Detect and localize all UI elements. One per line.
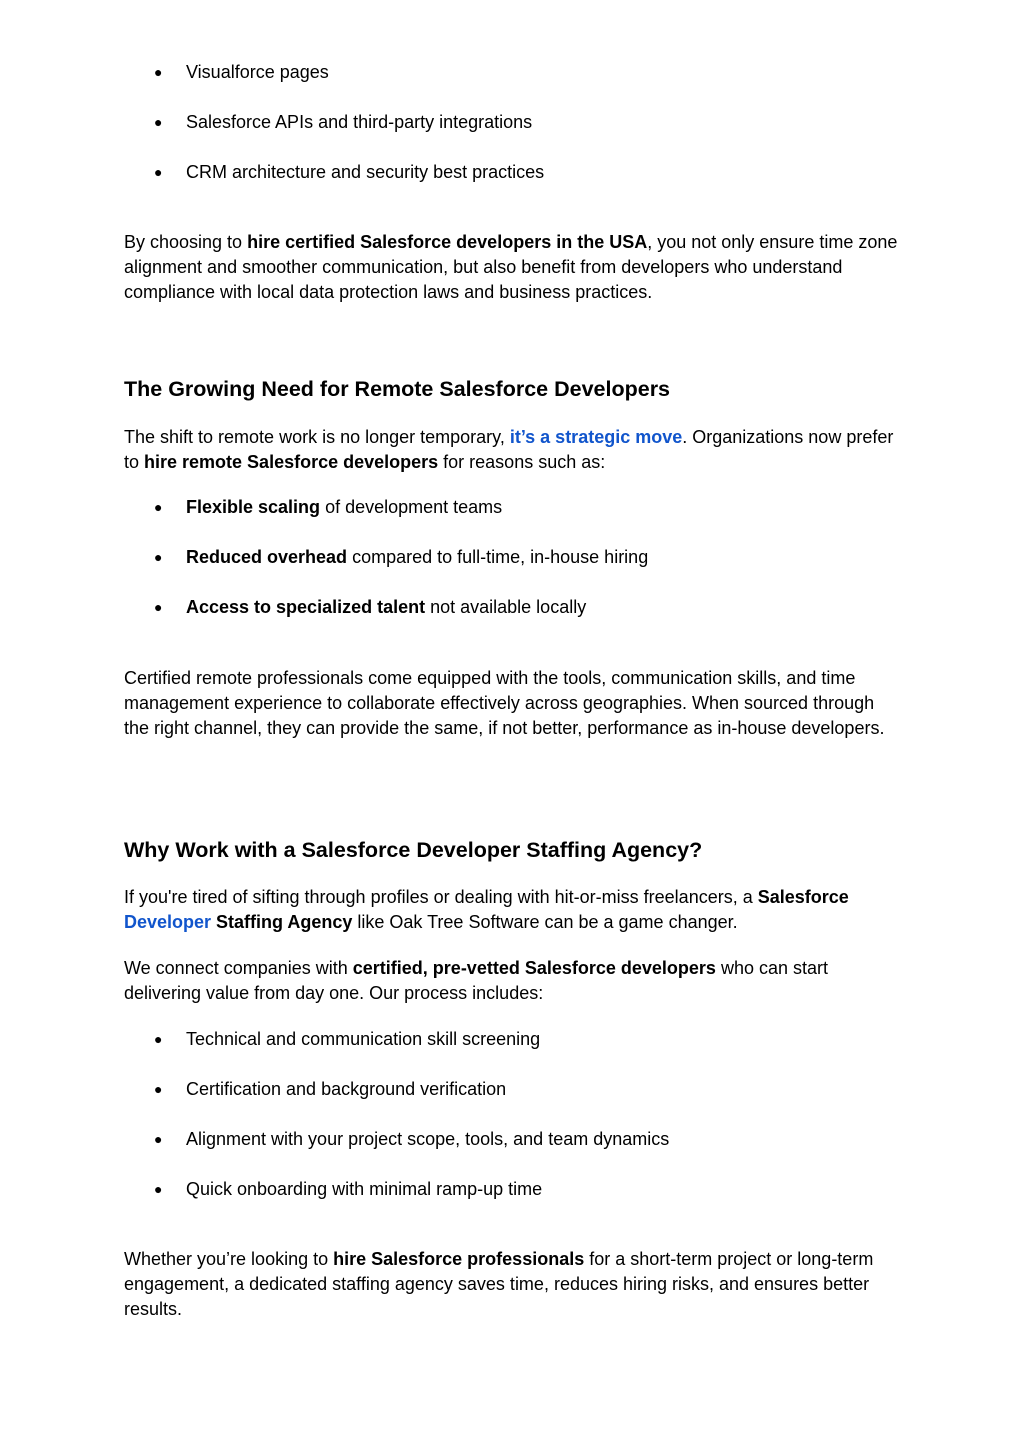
bullet-icon: ● [154,549,163,565]
list-item [154,110,533,135]
bold-text: hire remote Salesforce developers [144,452,439,472]
text-run: who can start delivering value from day one. Our process includes: [124,958,828,1003]
section-heading [124,837,702,863]
list-item [154,595,587,620]
bullet-icon: ● [154,64,163,80]
text-run: . Organizations now prefer to [124,427,894,472]
text-run: Why Work with a Salesforce Developer Staffing Agency? [124,838,703,862]
section-heading [124,376,670,402]
bold-text: hire Salesforce professionals [333,1249,585,1269]
bold-text: Reduced overhead [186,547,348,567]
text-run: Certified remote professionals come equipped with the tools, communication skills, and time management experience to collaborate effectively across geographies. When sourced through the right channel, they can provide the same, if not better, performance as in-house developers. [124,668,885,738]
text-run: Whether you’re looking to [124,1249,334,1269]
paragraph [124,1247,899,1322]
text-run: If you're tired of sifting through profiles or dealing with hit-or-miss freelancers, a [124,887,758,907]
text-run: CRM architecture and security best practices [186,162,545,182]
list-item [154,1077,507,1102]
bullet-icon: ● [154,1031,163,1047]
inline-link[interactable]: Developer [124,912,212,932]
bold-text: Flexible scaling [186,497,321,517]
paragraph [124,885,899,935]
bold-text: Salesforce [757,887,849,907]
bullet-icon: ● [154,1131,163,1147]
inline-link[interactable]: it’s a strategic move [509,427,683,447]
bullet-icon: ● [154,599,163,615]
bold-text: hire certified Salesforce developers in the USA [247,232,648,252]
list-item [154,160,545,185]
text-run: We connect companies with [124,958,353,978]
text-run: , you not only ensure time zone alignment and smoother communication, but also benefit from developers who understand compliance with local data protection laws and business practices. [124,232,898,302]
text-run: Quick onboarding with minimal ramp-up time [186,1179,543,1199]
text-run: compared to full-time, in-house hiring [347,547,649,567]
text-run: Alignment with your project scope, tools, and team dynamics [186,1129,670,1149]
text-run: like Oak Tree Software can be a game changer. [352,912,738,932]
bullet-icon: ● [154,499,163,515]
bullet-icon: ● [154,114,163,130]
text-run: of development teams [320,497,503,517]
text-run: Salesforce APIs and third-party integrations [186,112,533,132]
text-run: for reasons such as: [438,452,606,472]
list-item [154,1127,670,1152]
bullet-icon: ● [154,164,163,180]
bold-text: Staffing Agency [211,912,353,932]
text-run: for a short-term project or long-term engagement, a dedicated staffing agency saves time, reduces hiring risks, and ensures better results. [124,1249,874,1319]
text-run: By choosing to [124,232,248,252]
text-run: Technical and communication skill screening [186,1029,541,1049]
list-item [154,1177,543,1202]
list-item [154,1027,541,1052]
list-item [154,495,503,520]
paragraph [124,230,899,305]
bullet-icon: ● [154,1081,163,1097]
text-run: Visualforce pages [186,62,329,82]
bold-text: certified, pre-vetted Salesforce developers [352,958,716,978]
text-run: Certification and background verification [186,1079,507,1099]
list-item [154,545,649,570]
paragraph [124,666,899,741]
paragraph [124,956,899,1006]
list-item [154,60,329,85]
bold-text: Access to specialized talent [186,597,426,617]
bullet-icon: ● [154,1181,163,1197]
text-run: The shift to remote work is no longer temporary, [124,427,510,447]
paragraph [124,425,899,475]
text-run: The Growing Need for Remote Salesforce Developers [124,377,671,401]
text-run: not available locally [425,597,587,617]
